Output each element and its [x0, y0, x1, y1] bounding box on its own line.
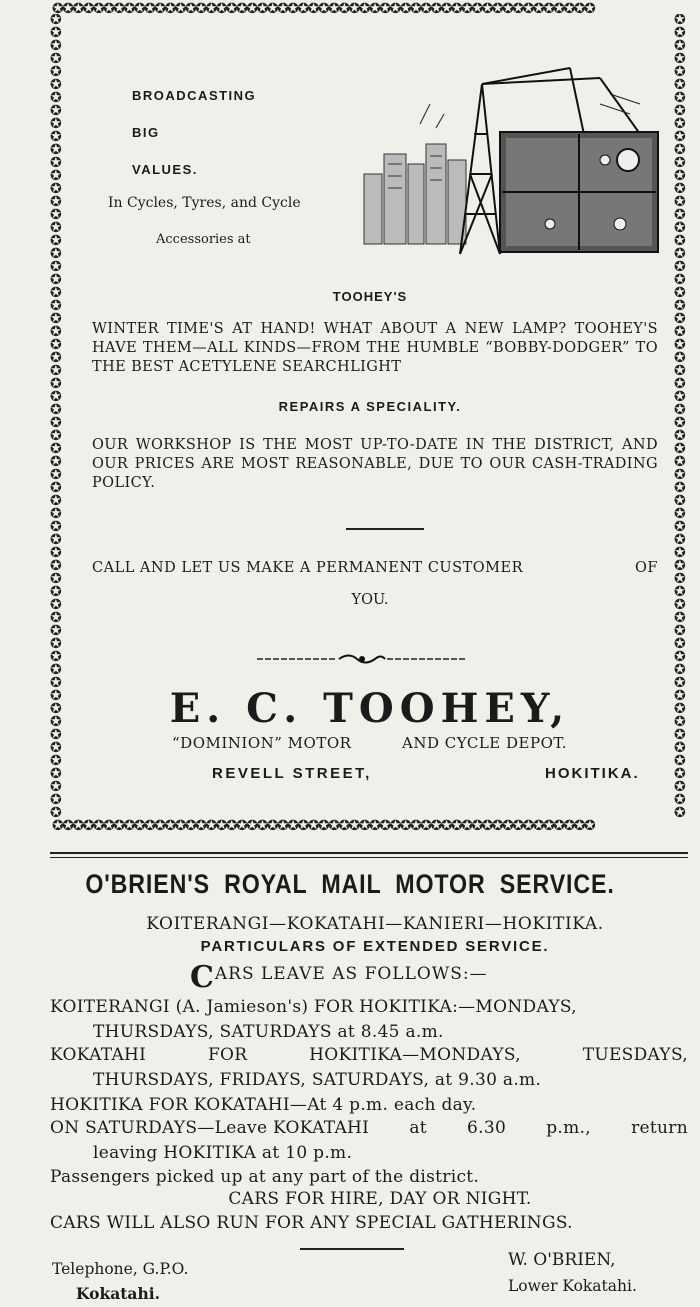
street-address: REVELL STREET,: [212, 765, 372, 782]
repairs-heading: REPAIRS A SPECIALITY.: [278, 399, 462, 414]
schedule-saturdays: [50, 1118, 688, 1138]
telephone-place: Kokatahi.: [76, 1284, 161, 1303]
word: KOKATAHI: [50, 1045, 147, 1065]
cars-leave-line: [190, 960, 488, 995]
double-rule-top: [50, 852, 688, 854]
chain-border-right: ✪✪✪✪✪✪✪✪✪✪✪✪✪✪✪✪✪✪✪✪✪✪✪✪✪✪✪✪✪✪✪✪✪✪✪✪✪✪✪✪✪✪✪✪✪✪✪✪✪✪✪✪✪✪✪✪✪✪✪✪✪✪: [674, 14, 686, 821]
cycles-line: In Cycles, Tyres, and Cycle: [108, 195, 301, 211]
town-name: HOKITIKA.: [545, 765, 640, 782]
accessories-line: Accessories at: [156, 232, 251, 247]
short-rule-bottom: [300, 1248, 404, 1250]
call-text: CALL AND LET US MAKE A PERMANENT CUSTOMER: [92, 560, 523, 576]
signature: W. O'BRIEN,: [508, 1250, 616, 1270]
short-rule: [346, 528, 424, 530]
winter-paragraph: WINTER TIME'S AT HAND! WHAT ABOUT A NEW LAMP? TOOHEY'S HAVE THEM—ALL KINDS—FROM THE HUMBLE “BOBBY-DODGER” TO THE BEST ACETYLENE SEARCHLIGHT: [92, 321, 658, 375]
route-line: KOITERANGI—KOKATAHI—KANIERI—HOKITIKA.: [146, 914, 604, 934]
word: return: [631, 1118, 688, 1138]
word: 6.30: [467, 1118, 507, 1138]
double-rule-bottom: [50, 857, 688, 858]
call-you: YOU.: [351, 592, 389, 608]
schedule-koiterangi-days: THURSDAYS, SATURDAYS at 8.45 a.m.: [93, 1022, 444, 1042]
headline-values: VALUES.: [132, 162, 198, 177]
cars-leave-rest: ARS LEAVE AS FOLLOWS:—: [214, 964, 488, 984]
call-of: OF: [635, 560, 658, 576]
signature-place: Lower Kokatahi.: [508, 1277, 637, 1295]
headline-broadcasting: BROADCASTING: [132, 88, 257, 103]
headline-big: BIG: [132, 125, 160, 140]
workshop-paragraph: OUR WORKSHOP IS THE MOST UP-TO-DATE IN THE DISTRICT, AND OUR PRICES ARE MOST REASONABLE, DUE TO OUR CASH-TRADING POLICY.: [92, 437, 658, 491]
schedule-return: leaving HOKITIKA at 10 p.m.: [93, 1143, 353, 1163]
broadcast-tower-radio-illustration-icon: [350, 64, 660, 264]
schedule-koiterangi: [50, 997, 688, 1017]
obrien-title: O'BRIEN'S ROYAL MAIL MOTOR SERVICE.: [85, 869, 615, 899]
word: ON SATURDAYS—Leave KOKATAHI: [50, 1118, 370, 1138]
word: FOR: [207, 1045, 248, 1065]
passengers-line: Passengers picked up at any part of the district.: [50, 1167, 480, 1187]
word: p.m.,: [546, 1118, 591, 1138]
hire-line: CARS FOR HIRE, DAY OR NIGHT.: [228, 1189, 532, 1209]
toohey-small-heading: TOOHEY'S: [332, 289, 408, 304]
schedule-koiterangi-text: KOITERANGI (A. Jamieson's) FOR HOKITIKA:—MONDAYS,: [50, 997, 577, 1017]
word: HOKITIKA—MONDAYS,: [309, 1045, 521, 1065]
ornament-divider-icon: [257, 652, 467, 666]
gatherings-line: CARS WILL ALSO RUN FOR ANY SPECIAL GATHERINGS.: [50, 1213, 573, 1233]
depot-right: AND CYCLE DEPOT.: [402, 734, 567, 752]
toohey-advertisement: [52, 0, 688, 835]
drop-cap: C: [190, 960, 215, 995]
word: TUESDAYS,: [582, 1045, 688, 1065]
schedule-kokatahi: [50, 1045, 688, 1065]
schedule-kokatahi-days: THURSDAYS, FRIDAYS, SATURDAYS, at 9.30 a.m.: [93, 1070, 542, 1090]
proprietor-name: E. C. TOOHEY,: [169, 685, 571, 732]
chain-border-top: ✪✪✪✪✪✪✪✪✪✪✪✪✪✪✪✪✪✪✪✪✪✪✪✪✪✪✪✪✪✪✪✪✪✪✪✪✪✪✪✪✪✪✪✪✪✪✪✪✪✪✪✪✪: [52, 2, 595, 17]
schedule-hokitika: HOKITIKA FOR KOKATAHI—At 4 p.m. each day.: [50, 1095, 477, 1115]
telephone: Telephone, G.P.O.: [52, 1260, 189, 1278]
depot-left: “DOMINION” MOTOR: [172, 734, 352, 752]
call-line: [92, 560, 658, 576]
particulars-heading: PARTICULARS OF EXTENDED SERVICE.: [200, 938, 550, 955]
chain-border-left: ✪✪✪✪✪✪✪✪✪✪✪✪✪✪✪✪✪✪✪✪✪✪✪✪✪✪✪✪✪✪✪✪✪✪✪✪✪✪✪✪✪✪✪✪✪✪✪✪✪✪✪✪✪✪✪✪✪✪✪✪✪✪: [50, 14, 62, 821]
chain-border-bottom: ✪✪✪✪✪✪✪✪✪✪✪✪✪✪✪✪✪✪✪✪✪✪✪✪✪✪✪✪✪✪✪✪✪✪✪✪✪✪✪✪✪✪✪✪✪✪✪✪✪✪✪✪✪: [52, 819, 595, 834]
word: at: [409, 1118, 427, 1138]
